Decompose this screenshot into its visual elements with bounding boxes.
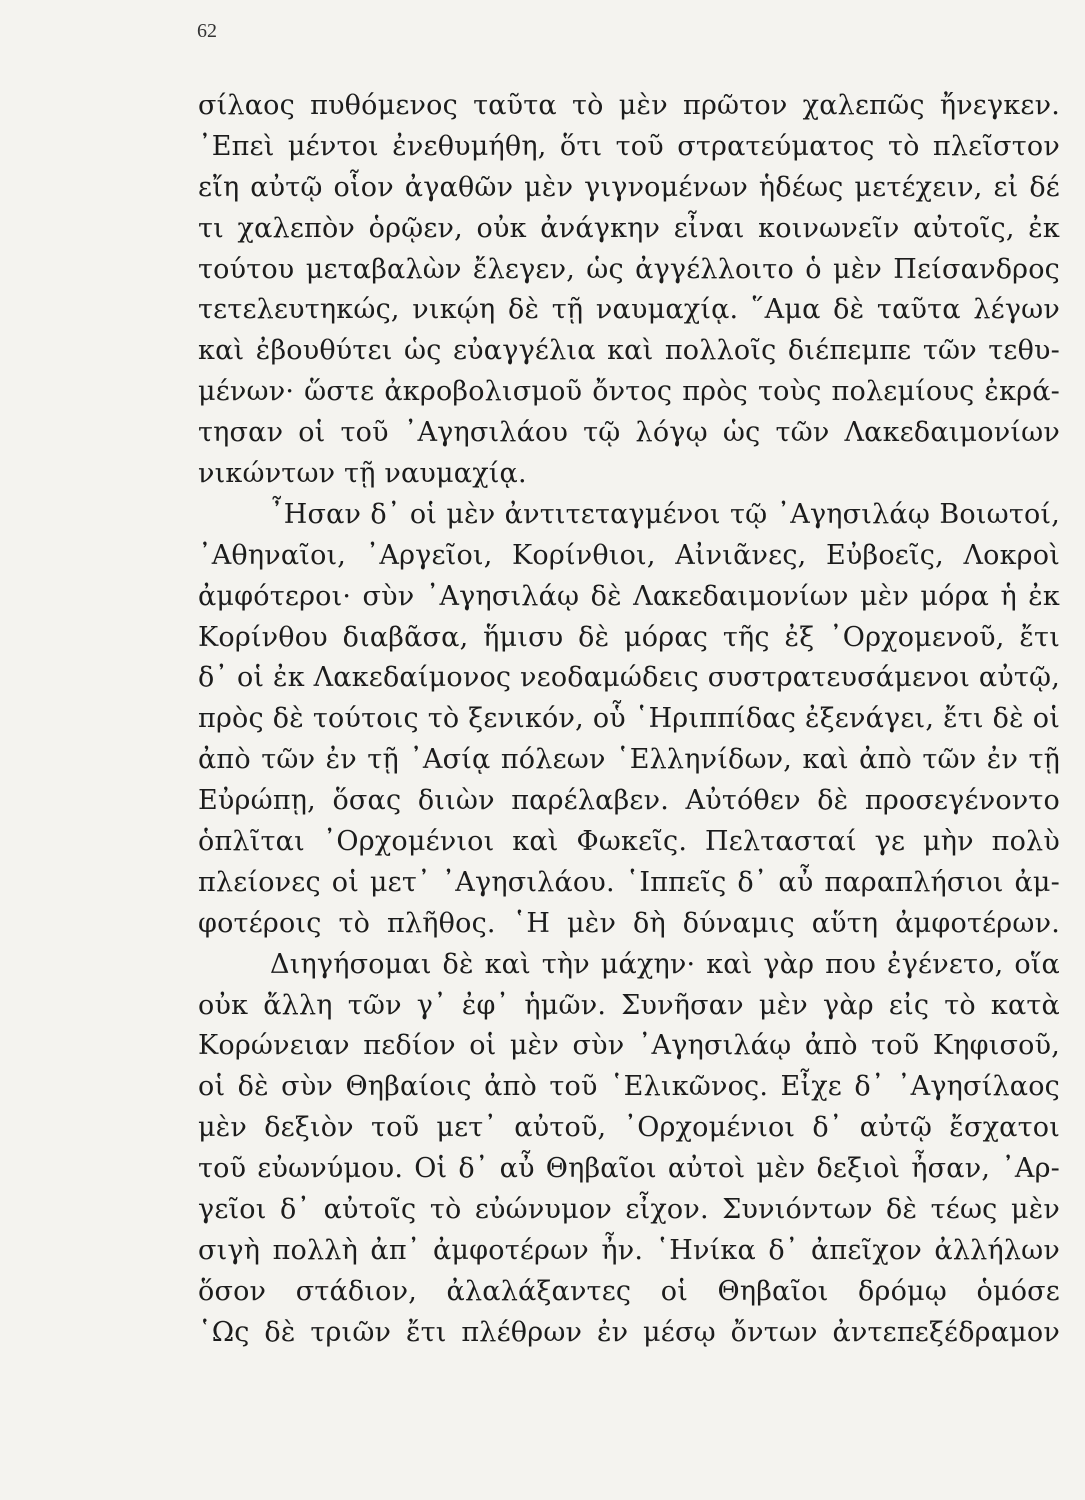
text-line (198, 372, 1060, 413)
line-text: τοῦ εὐωνύμου. Οἱ δ᾿ αὖ Θηβαῖοι αὐτοὶ μὲν δεξιοὶ ἦσαν, ᾿Αρ- (198, 1153, 1060, 1185)
line-text: Διηγήσομαι δὲ καὶ τὴν μάχην· καὶ γὰρ που ἐγένετο, οἵα (270, 948, 1060, 980)
line-text: τετελευτηκώς, νικῴη δὲ τῇ ναυμαχίᾳ. ῞Αμα δὲ ταῦτα λέγων (198, 294, 1060, 326)
text-line (198, 822, 1060, 863)
text-line (198, 699, 1060, 740)
text-line (198, 1272, 1060, 1313)
text-line (198, 863, 1060, 904)
text-line (198, 209, 1060, 250)
text-line (198, 86, 1060, 127)
line-text: Εὐρώπῃ, ὅσας διιὼν παρέλαβεν. Αὐτόθεν δὲ προσεγένοντο (198, 785, 1060, 817)
text-line (198, 904, 1060, 945)
line-text: μὲν δεξιὸν τοῦ μετ᾿ αὐτοῦ, ᾿Ορχομένιοι δ᾿ αὐτῷ ἔσχατοι (198, 1112, 1060, 1144)
text-line (198, 1108, 1060, 1149)
line-text: καὶ ἐβουθύτει ὡς εὐαγγέλια καὶ πολλοῖς διέπεμπε τῶν τεθυ- (198, 335, 1060, 367)
text-line (198, 577, 1060, 618)
text-line (198, 495, 1060, 536)
line-text: φοτέροις τὸ πλῆθος. ῾Η μὲν δὴ δύναμις αὕτη ἀμφοτέρων. (198, 907, 1060, 939)
line-text: ἀμφότεροι· σὺν ᾿Αγησιλάῳ δὲ Λακεδαιμονίων μὲν μόρα ἡ ἐκ (198, 580, 1060, 612)
text-line (198, 1190, 1060, 1231)
line-text: Κορίνθου διαβᾶσα, ἥμισυ δὲ μόρας τῆς ἐξ ᾿Ορχομενοῦ, ἔτι (198, 621, 1060, 653)
text-line (198, 945, 1060, 986)
line-text: μένων· ὥστε ἀκροβολισμοῦ ὄντος πρὸς τοὺς πολεμίους ἐκρά- (198, 376, 1060, 408)
text-line (198, 331, 1060, 372)
line-text: δ᾿ οἱ ἐκ Λακεδαίμονος νεοδαμώδεις συστρατευσάμενοι αὐτῷ, (198, 662, 1060, 694)
line-text: σίλαος πυθόμενος ταῦτα τὸ μὲν πρῶτον χαλεπῶς ἤνεγκεν. (198, 90, 1060, 121)
line-text: πρὸς δὲ τούτοις τὸ ξενικόν, οὗ ῾Ηριππίδας ἐξενάγει, ἔτι δὲ οἱ (198, 703, 1060, 735)
text-line (198, 1149, 1060, 1190)
text-line (198, 454, 1060, 495)
line-text: ὅσον στάδιον, ἀλαλάξαντες οἱ Θηβαῖοι δρόμῳ ὁμόσε (198, 1275, 1060, 1307)
line-text: ᾿Αθηναῖοι, ᾿Αργεῖοι, Κορίνθιοι, Αἰνιᾶνες, Εὐβοεῖς, Λοκροὶ (198, 539, 1060, 571)
line-text: πλείονες οἱ μετ᾿ ᾿Αγησιλάου. ῾Ιππεῖς δ᾿ αὖ παραπλήσιοι ἀμ- (198, 866, 1060, 898)
text-line (198, 1313, 1060, 1354)
line-text: οὐκ ἄλλη τῶν γ᾿ ἐφ᾿ ἡμῶν. Συνῆσαν μὲν γὰρ εἰς τὸ κατὰ (198, 989, 1060, 1021)
line-text: τι χαλεπὸν ὁρῷεν, οὐκ ἀνάγκην εἶναι κοινωνεῖν αὐτοῖς, ἐκ (198, 212, 1060, 244)
text-line (198, 1026, 1060, 1067)
line-text: ῾Ως δὲ τριῶν ἔτι πλέθρων ἐν μέσῳ ὄντων ἀντεπεξέδραμον (198, 1316, 1060, 1348)
line-text: Κορώνειαν πεδίον οἱ μὲν σὺν ᾿Αγησιλάῳ ἀπὸ τοῦ Κηφισοῦ, (198, 1030, 1060, 1062)
text-line (198, 658, 1060, 699)
line-text: τούτου μεταβαλὼν ἔλεγεν, ὡς ἀγγέλλοιτο ὁ μὲν Πείσανδρος (198, 253, 1060, 285)
line-text: ῏Ησαν δ᾿ οἱ μὲν ἀντιτεταγμένοι τῷ ᾿Αγησιλάῳ Βοιωτοί, (270, 498, 1060, 530)
line-text: σιγὴ πολλὴ ἀπ᾿ ἀμφοτέρων ἦν. ῾Ηνίκα δ᾿ ἀπεῖχον ἀλλήλων (198, 1234, 1060, 1266)
text-line (198, 250, 1060, 291)
line-text: εἴη αὐτῷ οἷον ἀγαθῶν μὲν γιγνομένων ἡδέως μετέχειν, εἰ δέ (198, 171, 1060, 203)
line-text: οἱ δὲ σὺν Θηβαίοις ἀπὸ τοῦ ῾Ελικῶνος. Εἶχε δ᾿ ᾿Αγησίλαος (198, 1071, 1060, 1103)
text-line (198, 740, 1060, 781)
text-line (198, 536, 1060, 577)
text-line (198, 290, 1060, 331)
text-line (198, 413, 1060, 454)
line-text: ᾿Επεὶ μέντοι ἐνεθυμήθη, ὅτι τοῦ στρατεύματος τὸ πλεῖστον (198, 130, 1060, 162)
line-text: ὁπλῖται ᾿Ορχομένιοι καὶ Φωκεῖς. Πελτασταί γε μὴν πολὺ (198, 826, 1060, 858)
text-line (198, 986, 1060, 1027)
body-text (198, 86, 1060, 1354)
text-line (198, 618, 1060, 659)
line-text: τησαν οἱ τοῦ ᾿Αγησιλάου τῷ λόγῳ ὡς τῶν Λακεδαιμονίων (198, 417, 1060, 449)
text-line (198, 168, 1060, 209)
line-text: ἀπὸ τῶν ἐν τῇ ᾿Ασίᾳ πόλεων ῾Ελληνίδων, καὶ ἀπὸ τῶν ἐν τῇ (198, 744, 1060, 776)
line-text: γεῖοι δ᾿ αὐτοῖς τὸ εὐώνυμον εἶχον. Συνιόντων δὲ τέως μὲν (198, 1194, 1060, 1226)
text-line (198, 127, 1060, 168)
text-line (198, 781, 1060, 822)
page-number: 62 (197, 20, 217, 42)
line-text: νικώντων τῇ ναυμαχίᾳ. (198, 458, 527, 490)
text-line (198, 1067, 1060, 1108)
text-line (198, 1231, 1060, 1272)
